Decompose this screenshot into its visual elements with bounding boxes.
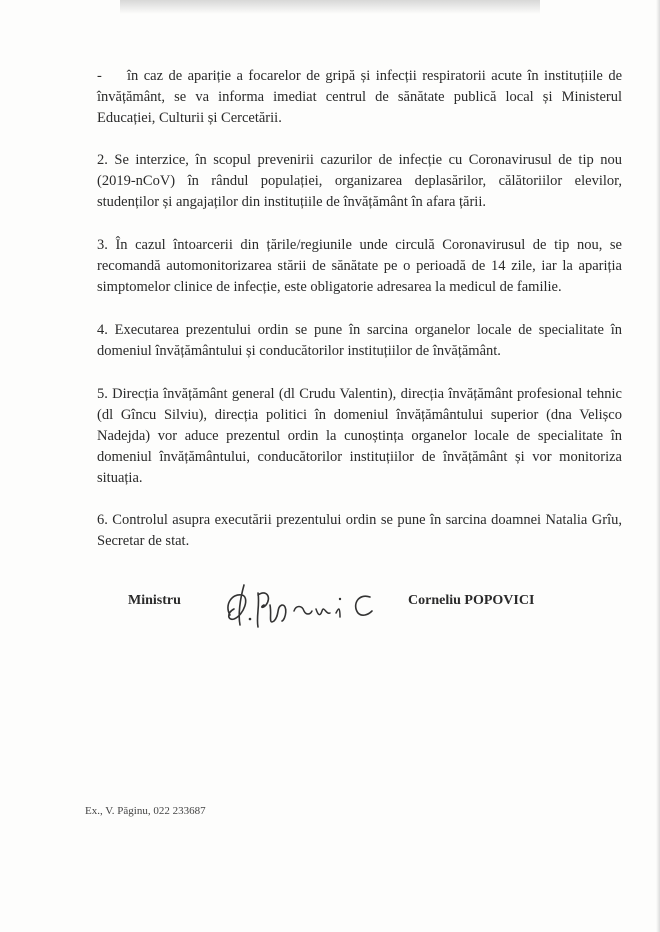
signatory-role: Ministru bbox=[128, 593, 181, 608]
paragraph-4: 4. Executarea prezentului ordin se pune în sarcina organelor locale de specialitate în domeniul învățământului și conducătorilor instituțiilor de învățământ. bbox=[97, 322, 622, 359]
paragraph-5: 5. Direcția învățământ general (dl Crudu Valentin), direcția învățământ profesional tehnic (dl Gîncu Silviu), direcția politici în domeniul învățământului superior (dna Velișco Nadejda) vor aduce prezentul ordin la cunoștința organelor locale de specialitate în domeniul învățământului, conducătorilor instituțiilor de învățământ și vor monitoriza situația. bbox=[97, 386, 622, 486]
handwritten-signature bbox=[210, 575, 390, 635]
paragraph-2: 2. Se interzice, în scopul prevenirii cazurilor de infecție cu Coronavirusul de tip nou (2019-nCoV) în rândul populației, organizarea deplasărilor, călătoriilor elevilor, studenților și angajaților din instituțiile de învățământ în afara țării. bbox=[97, 152, 622, 210]
signatory-name: Corneliu POPOVICI bbox=[408, 593, 535, 608]
list-dash: - bbox=[97, 68, 102, 84]
signature-block bbox=[0, 575, 660, 635]
paragraph-3: 3. În cazul întoarcerii din țările/regiunile unde circulă Coronavirusul de tip nou, se recomandă automonitorizarea stării de sănătate pe o perioadă de 14 zile, iar la apariția simptomelor clinice de infecție, este obligatorie adresarea la medicul de familie. bbox=[97, 237, 622, 295]
paragraph-6: 6. Controlul asupra executării prezentului ordin se pune în sarcina doamnei Natalia Grîu, Secretar de stat. bbox=[97, 512, 622, 549]
document-footer: Ex., V. Păginu, 022 233687 bbox=[85, 805, 206, 817]
scan-edge bbox=[656, 0, 660, 932]
paragraph-1 bbox=[97, 66, 622, 129]
paragraph-1-text: în caz de apariție a focarelor de gripă și infecții respiratorii acute în instituțiile de învățământ, se va informa imediat centrul de sănătate publică local și Ministerul Educației, Culturii și Cercetării. bbox=[97, 68, 622, 126]
scan-smudge bbox=[120, 0, 540, 14]
